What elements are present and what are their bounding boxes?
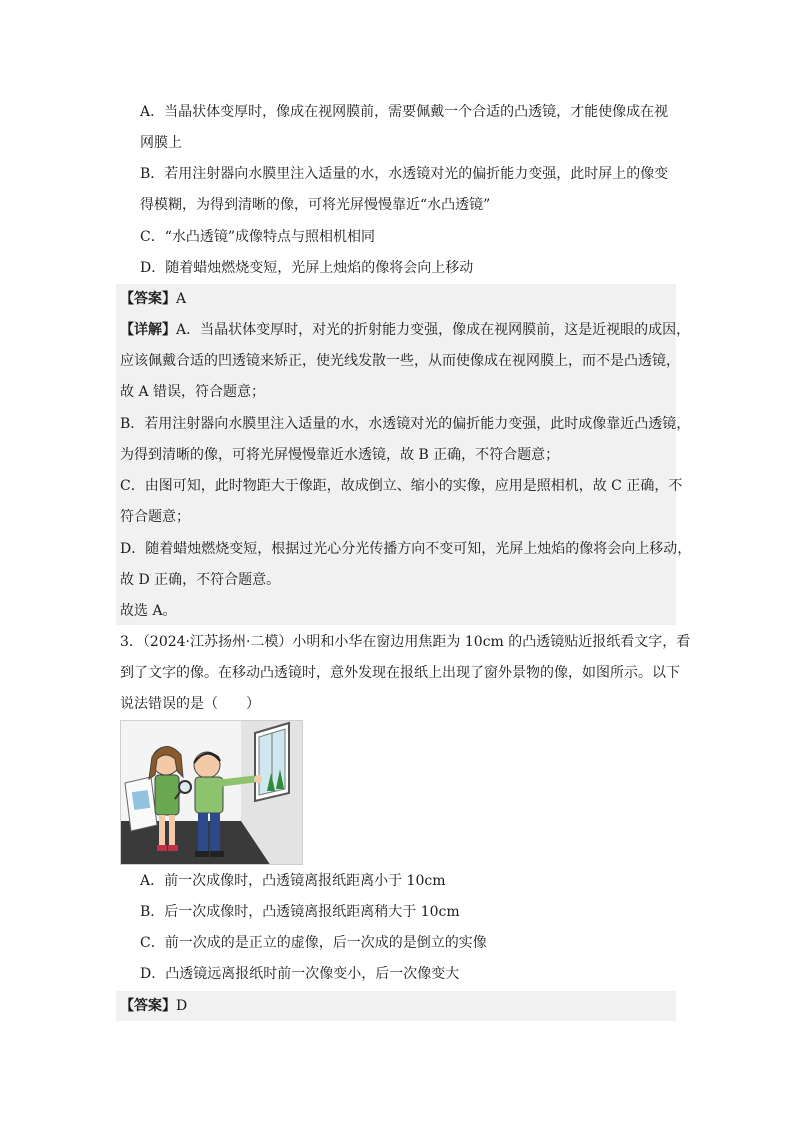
- question-3-line-1: 3．（2024·江苏扬州·二模）小明和小华在窗边用焦距为 10cm 的凸透镜贴近报纸看文字，看: [120, 634, 691, 650]
- explain-line-5: 为得到清晰的像，可将光屏慢慢靠近水透镜，故 B 正确，不符合题意；: [120, 447, 560, 463]
- explain-line-8: D．随着蜡烛燃烧变短，根据过光心分光传播方向不变可知，光屏上烛焰的像将会向上移动，: [120, 541, 692, 557]
- option-b: B．若用注射器向水膜里注入适量的水，水透镜对光的偏折能力变强，此时屏上的像变: [140, 166, 669, 182]
- q3-option-d: D．凸透镜远离报纸时前一次像变小，后一次像变大: [140, 966, 460, 982]
- q3-option-b: B．后一次成像时，凸透镜离报纸距离稍大于 10cm: [140, 904, 460, 920]
- option-a: A．当晶状体变厚时，像成在视网膜前，需要佩戴一个合适的凸透镜，才能使像成在视: [140, 104, 669, 120]
- illustration-drawing: [121, 721, 303, 865]
- answer-3-block: [116, 991, 676, 1021]
- answer-label: 【答案】: [120, 291, 176, 307]
- question-3-line-3: 说法错误的是（ ）: [120, 696, 260, 712]
- answer-3: [120, 996, 187, 1016]
- option-a-cont: 网膜上: [140, 135, 182, 151]
- option-b-cont: 得模糊，为得到清晰的像，可将光屏慢慢靠近“水凸透镜”: [140, 197, 491, 213]
- explain-line-6: C．由图可知，此时物距大于像距，故成倒立、缩小的实像，应用是照相机，故 C 正确，不: [120, 478, 683, 494]
- q3-option-a: A．前一次成像时，凸透镜离报纸距离小于 10cm: [140, 873, 446, 889]
- answer-3-value: D: [176, 998, 188, 1014]
- option-c: C．“水凸透镜”成像特点与照相机相同: [140, 229, 376, 245]
- explain-line-3: 故 A 错误，符合题意；: [120, 384, 266, 400]
- question-3-line-2: 到了文字的像。在移动凸透镜时，意外发现在报纸上出现了窗外景物的像，如图所示。以下: [120, 665, 680, 681]
- answer-value: A: [176, 291, 187, 307]
- explain-line-1: 【详解】A．当晶状体变厚时，对光的折射能力变强，像成在视网膜前，这是近视眼的成因，: [120, 322, 691, 338]
- illustration-window-lens: [120, 720, 303, 865]
- q3-option-c: C．前一次成的是正立的虚像，后一次成的是倒立的实像: [140, 935, 487, 951]
- explain-line-2: 应该佩戴合适的凹透镜来矫正，使光线发散一些，从而使像成在视网膜上，而不是凸透镜，: [120, 353, 680, 369]
- explain-line-10: 故选 A。: [120, 603, 177, 619]
- explain-line-9: 故 D 正确，不符合题意。: [120, 572, 281, 588]
- option-d: D．随着蜡烛燃烧变短，光屏上烛焰的像将会向上移动: [140, 260, 474, 276]
- explain-line-4: B．若用注射器向水膜里注入适量的水，水透镜对光的偏折能力变强，此时成像靠近凸透镜，: [120, 416, 691, 432]
- answer-1: [120, 289, 186, 309]
- answer-3-label: 【答案】: [120, 998, 176, 1014]
- explain-label: 【详解】: [120, 322, 176, 338]
- explain-line-7: 符合题意；: [120, 509, 190, 525]
